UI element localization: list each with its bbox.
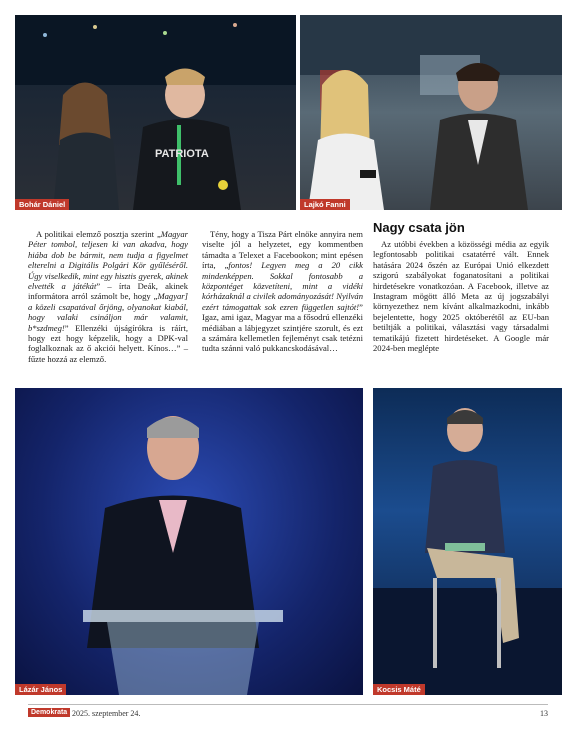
- text-run: ” – írta Deák, akinek informátora arról számolt be, hogy „: [28, 281, 188, 302]
- article-column-2: [202, 229, 363, 354]
- quote-text: fontos! Legyen meg a 20 cikk mindenképpen. Sokkal fontosabb a központéget közvetíteni, mint a vidéki kórházaknál a civilek adományozását! Nyilván ezért támogattak sok ezren független sajtót!: [202, 260, 363, 312]
- text-run: ” Ellenzéki újságírókra is ráírt, hogy ezt hogy képzelik, hogy a DPK-val foglalkoznak az ő akciói helyett. Kínos…” – fűzte hozzá az elemző.: [28, 322, 188, 364]
- text-run: ” Igaz, ami igaz, Magyar ma a fősodrú ellenzéki médiában a lábjegyzet szintjére szorult, és ezt a számára kellemetlen fejleményt csak tetézni tudta szánni való pukkancskodásával…: [202, 301, 363, 354]
- article-column-1: [28, 229, 188, 364]
- section-heading: Nagy csata jön: [373, 220, 465, 235]
- magazine-logo: Demokrata: [28, 708, 70, 717]
- article-column-3: Az utóbbi években a közösségi média az egyik legfontosabb politikai csatatérré vált. Ennek hatására 2024 őszén az Európai Unió elkezdett szigorú szabályokat foganatosítani a politikai hirdetésekre vonatkozóan. A Facebook, illetve az Instagram mögött álló Meta az új jogszabályi környezethez nem kívánt alkalmazkodni, inkább bejelentette, hogy 2025 októberétől az EU-ban betiltják a politikai, választási vagy társadalmi tematikájú fizetett hirdetéseket. A Google már 2024-ben meglépte: [373, 239, 549, 354]
- photo-caption: Lázár János: [15, 684, 66, 696]
- photo-top-right: [300, 15, 562, 210]
- photo-top-left-illustration: [15, 15, 296, 210]
- quote-text: Magyar Péter tombol, teljesen ki van akadva, hogy hiába dob be bármit, nem tudja a figyelmet elterelni a Digitális Polgári Kör gyűléséről. Úgy viselkedik, mint egy hisztis gyerek, akinek elvették a játékát: [28, 229, 188, 292]
- text-run: Tény, hogy a Tisza Párt elnöke annyira nem viselte jól a helyzetet, egy kommentben támadta a Telexet a Facebookon; mint epésen írta, „: [202, 229, 363, 271]
- footer: [28, 708, 548, 720]
- quote-text: Magyar] a közeli csapatával őrjöng, olyanokat kiabál, hogy valaki csináljon már valamit, b*szdmeg!: [28, 291, 188, 333]
- photo-top-right-illustration: [300, 15, 562, 210]
- svg-text:PATRIOTA: PATRIOTA: [155, 148, 209, 160]
- page-number: 13: [540, 709, 548, 718]
- photo-caption: Bohár Dániel: [15, 199, 69, 211]
- photo-bottom-right-illustration: [373, 388, 562, 695]
- issue-date: 2025. szeptember 24.: [72, 709, 141, 718]
- photo-bottom-left: [15, 388, 363, 695]
- footer-divider: [28, 704, 548, 705]
- photo-caption: Kocsis Máté: [373, 684, 425, 696]
- photo-bottom-left-illustration: [15, 388, 363, 695]
- photo-bottom-right: [373, 388, 562, 695]
- photo-top-left: [15, 15, 296, 210]
- photo-caption: Lajkó Fanni: [300, 199, 350, 211]
- text-run: A politikai elemző posztja szerint „: [36, 229, 161, 239]
